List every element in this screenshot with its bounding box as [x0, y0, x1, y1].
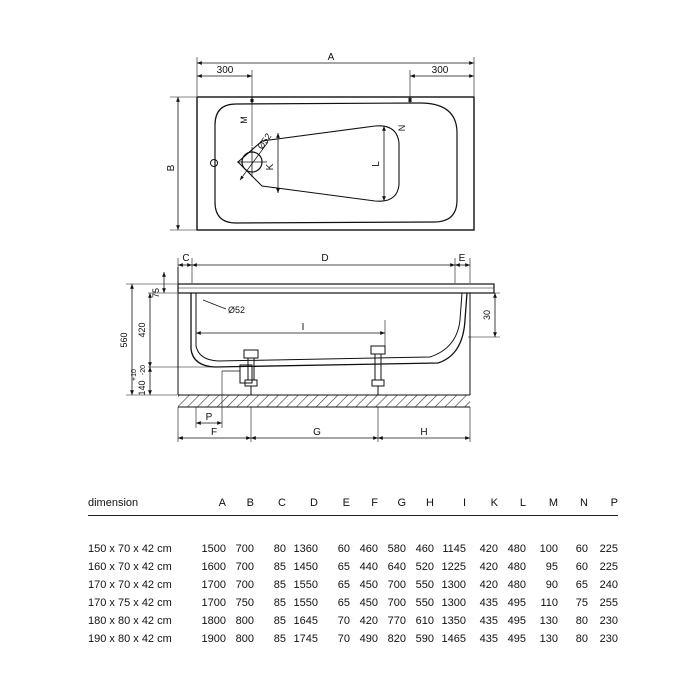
- table-row: [88, 558, 618, 576]
- dim-560: 560: [119, 332, 129, 348]
- cell-g: 640: [387, 561, 406, 573]
- cell-e: 65: [337, 579, 350, 591]
- cell-d: 1450: [293, 561, 318, 573]
- cell-dimension: 160 x 70 x 42 cm: [88, 561, 172, 573]
- cell-a: 1700: [201, 579, 226, 591]
- cell-g: 820: [387, 633, 406, 645]
- table-row: [88, 594, 618, 612]
- label-f: F: [210, 427, 218, 438]
- cell-e: 60: [337, 543, 350, 555]
- label-k: K: [265, 163, 276, 171]
- section-view: [126, 258, 500, 442]
- cell-c: 85: [273, 615, 286, 627]
- header-l: L: [519, 497, 526, 509]
- table-row: [88, 612, 618, 630]
- cell-n: 75: [575, 597, 588, 609]
- cell-m: 90: [545, 579, 558, 591]
- cell-m: 130: [539, 633, 558, 645]
- cell-n: 80: [575, 615, 588, 627]
- cell-dimension: 170 x 70 x 42 cm: [88, 579, 172, 591]
- cell-dimension: 150 x 70 x 42 cm: [88, 543, 172, 555]
- header-g: G: [397, 497, 406, 509]
- label-a: A: [327, 52, 335, 63]
- cell-l: 495: [507, 615, 526, 627]
- cell-f: 490: [359, 633, 378, 645]
- cell-n: 60: [575, 561, 588, 573]
- cell-b: 700: [235, 543, 254, 555]
- cell-k: 435: [479, 633, 498, 645]
- cell-p: 255: [599, 597, 618, 609]
- cell-i: 1350: [441, 615, 466, 627]
- label-i: I: [301, 322, 305, 333]
- header-n: N: [580, 497, 588, 509]
- header-p: P: [610, 497, 618, 509]
- cell-k: 420: [479, 543, 498, 555]
- cell-b: 700: [235, 579, 254, 591]
- cell-f: 460: [359, 543, 378, 555]
- cell-d: 1745: [293, 633, 318, 645]
- cell-n: 65: [575, 579, 588, 591]
- cell-h: 520: [415, 561, 434, 573]
- cell-f: 420: [359, 615, 378, 627]
- cell-dimension: 180 x 80 x 42 cm: [88, 615, 172, 627]
- label-l: L: [371, 161, 382, 167]
- cell-i: 1465: [441, 633, 466, 645]
- label-h: H: [420, 427, 428, 438]
- cell-a: 1900: [201, 633, 226, 645]
- cell-h: 550: [415, 579, 434, 591]
- tol-minus: -20: [140, 364, 147, 376]
- cell-a: 1500: [201, 543, 226, 555]
- cell-b: 700: [235, 561, 254, 573]
- cell-d: 1360: [293, 543, 318, 555]
- cell-i: 1300: [441, 597, 466, 609]
- cell-d: 1645: [293, 615, 318, 627]
- dim-140: 140: [137, 380, 147, 396]
- cell-f: 450: [359, 597, 378, 609]
- overflow-hole: [211, 160, 218, 167]
- section-labels: [119, 253, 492, 438]
- cell-i: 1300: [441, 579, 466, 591]
- cell-dimension: 170 x 75 x 42 cm: [88, 597, 172, 609]
- label-b: B: [166, 164, 177, 172]
- cell-e: 65: [337, 597, 350, 609]
- table-row: [88, 516, 618, 559]
- cell-p: 240: [599, 579, 618, 591]
- cell-l: 480: [507, 561, 526, 573]
- dim-420: 420: [137, 322, 147, 338]
- cell-b: 800: [235, 615, 254, 627]
- cell-k: 420: [479, 561, 498, 573]
- cell-n: 60: [575, 543, 588, 555]
- header-b: B: [246, 497, 254, 509]
- cell-h: 610: [415, 615, 434, 627]
- cell-l: 495: [507, 633, 526, 645]
- cell-k: 435: [479, 615, 498, 627]
- label-c: C: [182, 253, 190, 264]
- cell-f: 440: [359, 561, 378, 573]
- label-diameter-section: Ø52: [228, 305, 246, 315]
- plan-view: [170, 57, 474, 230]
- header-f: F: [371, 497, 378, 509]
- cell-f: 450: [359, 579, 378, 591]
- cell-l: 480: [507, 543, 526, 555]
- label-d: D: [321, 253, 329, 264]
- header-a: A: [218, 497, 226, 509]
- cell-p: 230: [599, 633, 618, 645]
- dim-30: 30: [482, 309, 492, 321]
- header-i: I: [462, 497, 466, 509]
- dim-300-left: 300: [216, 65, 234, 76]
- cell-h: 460: [415, 543, 434, 555]
- label-g: G: [313, 427, 321, 438]
- cell-m: 100: [539, 543, 558, 555]
- cell-n: 80: [575, 633, 588, 645]
- cell-g: 580: [387, 543, 406, 555]
- label-n: N: [397, 124, 407, 132]
- cell-g: 700: [387, 579, 406, 591]
- label-diameter-plan: Ø52: [255, 131, 274, 152]
- header-m: M: [548, 497, 558, 509]
- cell-g: 700: [387, 597, 406, 609]
- label-e: E: [458, 253, 466, 264]
- cell-l: 480: [507, 579, 526, 591]
- cell-h: 550: [415, 597, 434, 609]
- cell-h: 590: [415, 633, 434, 645]
- dimension-table: [88, 494, 618, 648]
- cell-b: 750: [235, 597, 254, 609]
- cell-p: 225: [599, 561, 618, 573]
- cell-k: 435: [479, 597, 498, 609]
- leg-left: [244, 350, 258, 395]
- tol-plus: +10: [131, 369, 138, 381]
- cell-dimension: 190 x 80 x 42 cm: [88, 633, 172, 645]
- cell-c: 85: [273, 633, 286, 645]
- cell-i: 1225: [441, 561, 466, 573]
- cell-a: 1700: [201, 597, 226, 609]
- plan-labels: [166, 52, 449, 171]
- label-m: M: [239, 116, 249, 124]
- table-header-row: [88, 494, 618, 516]
- cell-c: 85: [273, 579, 286, 591]
- cell-e: 70: [337, 615, 350, 627]
- cell-c: 85: [273, 561, 286, 573]
- tub-rim: [178, 284, 494, 293]
- cell-c: 80: [273, 543, 286, 555]
- cell-g: 770: [387, 615, 406, 627]
- header-e: E: [342, 497, 350, 509]
- leg-right: [371, 346, 385, 395]
- cell-m: 95: [545, 561, 558, 573]
- cell-i: 1145: [442, 543, 466, 555]
- header-c: C: [278, 497, 286, 509]
- cell-a: 1800: [201, 615, 226, 627]
- tub-inner-profile: [196, 293, 462, 361]
- header-d: D: [310, 497, 318, 509]
- cell-l: 495: [507, 597, 526, 609]
- dim-300-right: 300: [431, 65, 449, 76]
- table-row: [88, 576, 618, 594]
- cell-p: 225: [599, 543, 618, 555]
- cell-d: 1550: [293, 579, 318, 591]
- cell-a: 1600: [201, 561, 226, 573]
- cell-b: 800: [235, 633, 254, 645]
- header-dimension: dimension: [88, 497, 139, 509]
- label-p: P: [205, 412, 213, 423]
- cell-m: 130: [539, 615, 558, 627]
- cell-e: 70: [337, 633, 350, 645]
- cell-k: 420: [479, 579, 498, 591]
- cell-p: 230: [599, 615, 618, 627]
- header-k: K: [490, 497, 498, 509]
- cell-m: 110: [540, 597, 558, 609]
- cell-d: 1550: [293, 597, 318, 609]
- table-row: [88, 630, 618, 648]
- cell-c: 85: [273, 597, 286, 609]
- cell-e: 65: [337, 561, 350, 573]
- dim-75: 75: [151, 287, 161, 299]
- header-h: H: [426, 497, 434, 509]
- tub-basin-outline: [215, 103, 457, 223]
